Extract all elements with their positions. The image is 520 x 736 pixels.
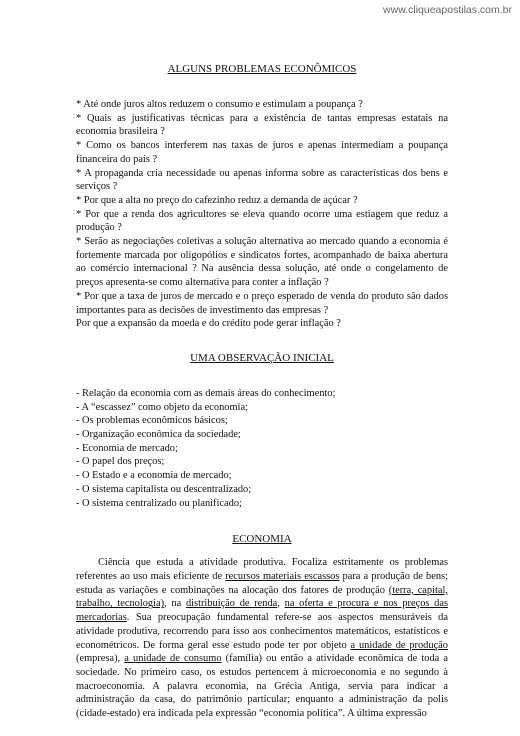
list-item: - O sistema capitalista ou descentralizado;: [76, 483, 252, 495]
question-6: * Por que a renda dos agricultores se eleva quando ocorre uma estiagem que reduz a produção ?: [76, 208, 448, 234]
list-item: - O papel dos preços;: [76, 456, 165, 468]
list-item: - O sistema centralizado ou planificado;: [76, 497, 242, 509]
underlined-term: a unidade de consumo: [124, 653, 222, 665]
question-2: * Quais as justificativas técnicas para a existência de tantas empresas estatais na economia brasileira ?: [76, 112, 448, 138]
list-item: - Relação da economia com as demais áreas do conhecimento;: [76, 387, 336, 399]
list-item: - Organização econômica da sociedade;: [76, 429, 241, 441]
question-9: Por que a expansão da moeda e do crédito pode gerar inflação ?: [76, 318, 341, 330]
section-title-problems: ALGUNS PROBLEMAS ECONÔMICOS: [167, 63, 357, 75]
topics-list: [76, 387, 448, 510]
underlined-term: distribuição de renda: [185, 598, 278, 610]
question-3: * Como os bancos interferem nas taxas de juros e apenas intermediam a poupança financeira do país ?: [76, 140, 448, 165]
economia-paragraph: [76, 556, 448, 720]
underlined-term: (terra, capital, trabalho, tecnologia): [76, 584, 448, 610]
text-run: Ciência que estuda a atividade produtiva. Focaliza estritamente os problemas referentes ao uso mais eficiente de: [76, 557, 448, 582]
question-1: * Até onde juros altos reduzem o consumo e estimulam a poupança ?: [76, 99, 363, 110]
questions-block: [76, 98, 448, 331]
underlined-term: recursos materiais escassos: [225, 570, 340, 582]
text-run: ,: [277, 598, 285, 610]
question-8: * Por que a taxa de juros de mercado e o preço esperado de venda do produto são dados importantes para as decisões de investimento das empresas ?: [76, 290, 448, 316]
text-run: (família) ou então a atividade econômica de toda a sociedade. No primeiro caso, os estudos pertencem à microeconomia e no segundo à macroeconomia. A palavra economia, na Grécia Antiga, servia para indicar a administração da casa, do patrimônio particular; enquanto a administração da polis (cidade-estado) era indicada pela expressão “economia política”. A última expressão: [76, 653, 449, 720]
list-item: - A “escassez” como objeto da economia;: [76, 401, 248, 413]
question-4: * A propaganda cria necessidade ou apenas informa sobre as características dos bens e serviços ?: [76, 167, 448, 193]
question-7: * Serão as negociações coletivas a solução alternativa ao mercado quando a economia é fortemente marcada por oligopólios e sindicatos fortes, acompanhado de baixa abertura ao comércio internacional ? Na ausência dessa solução, até onde o congelamento de preços apresenta-se como alternativa para conter a inflação ?: [76, 236, 448, 289]
list-item: - Os problemas econômicos básicos;: [76, 415, 228, 427]
text-run: para a produção de bens; estuda as variações e combinações na alocação dos fatores de produção: [76, 570, 448, 596]
underlined-term: a unidade de produção: [350, 639, 448, 651]
list-item: - O Estado e a economia de mercado;: [76, 470, 232, 482]
text-run: . Sua preocupação fundamental refere-se aos aspectos mensuráveis da atividade produtiva, recorrendo para isso aos conhecimentos matemáticos, estatísticos e econométricos. De forma geral esse estudo pode ter por objeto: [76, 612, 448, 651]
question-5: * Por que a alta no preço do cafezinho reduz a demanda de açúcar ?: [76, 194, 358, 206]
text-run: , na: [164, 598, 186, 610]
text-run: (empresa),: [76, 653, 125, 665]
section-title-observation: UMA OBSERVAÇÃO INICIAL: [190, 351, 334, 364]
watermark: www.cliqueapostilas.com.br: [383, 4, 512, 16]
section-title-economia: ECONOMIA: [232, 533, 292, 546]
document-page: [76, 62, 448, 721]
list-item: - Economia de mercado;: [76, 442, 178, 454]
underlined-term: na oferta e procura e nos preços das mercadorias: [76, 598, 448, 624]
